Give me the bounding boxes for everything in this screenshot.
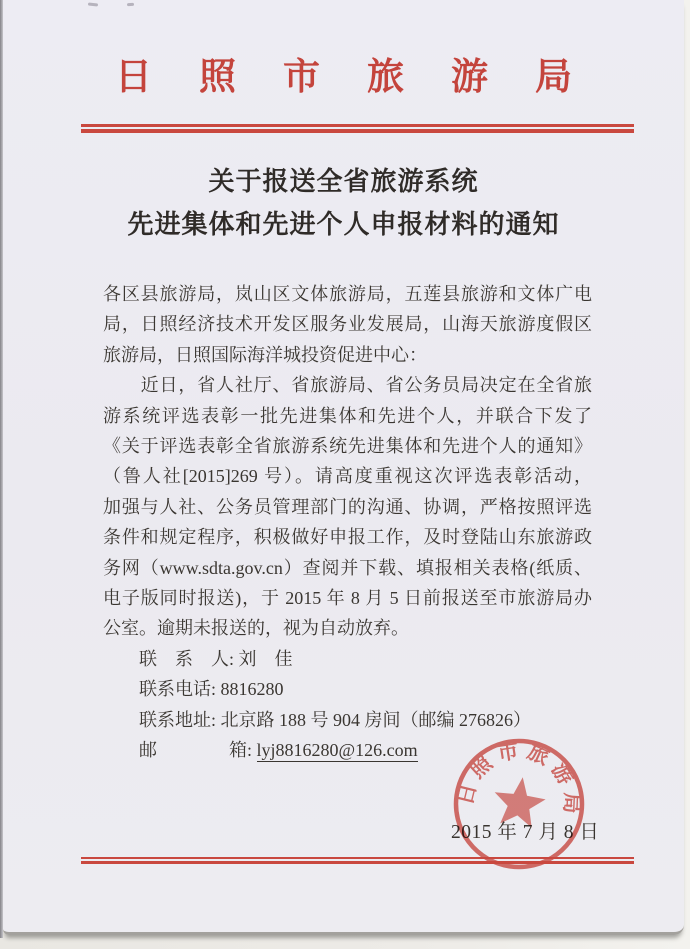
letterhead-rule [81,124,634,133]
document-body [103,279,592,766]
official-seal [449,734,589,874]
email-label: 邮 箱: [103,740,257,761]
body-line: 加强与人社、公务员管理部门的沟通、协调，严格按照评选 [103,496,592,517]
scan-left-edge [0,0,3,938]
body-line: 游系统评选表彰一批先进集体和先进个人，并联合下发了 [103,405,592,426]
document-title-line1: 关于报送全省旅游系统 [208,167,479,196]
document-title [3,160,684,246]
contact-address-line: 联系地址: 北京路 188 号 904 房间（邮编 276826） [103,709,531,730]
body-line: 务网（www.sdta.gov.cn）查阅并下载、填报相关表格(纸质、 [103,557,592,578]
contact-phone-line: 联系电话: 8816280 [103,679,284,700]
contact-person-line: 联 系 人: 刘 佳 [103,648,293,669]
body-line: 旅游局，日照国际海洋城投资促进中心： [103,344,427,365]
body-line: 局，日照经济技术开发区服务业发展局，山海天旅游度假区 [103,314,592,335]
footer-rule [81,857,634,864]
email-address: lyj8816280@126.com [256,740,418,761]
body-line: 电子版同时报送)，于 2015 年 8 月 5 日前报送至市旅游局办 [103,588,592,609]
star-icon [491,774,549,829]
letterhead-agency-name: 日照市旅游局 [115,57,619,98]
scan-artifact [127,3,134,6]
seal-arc-text: 日照市旅游局 [452,737,585,820]
body-line: 各区县旅游局，岚山区文体旅游局，五莲县旅游和文体广电 [103,284,592,304]
body-line: 《关于评选表彰全省旅游系统先进集体和先进个人的通知》 [103,436,592,457]
body-line: 公室。逾期未报送的，视为自动放弃。 [103,618,409,639]
body-line: 条件和规定程序，积极做好申报工作，及时登陆山东旅游政 [103,527,592,548]
issue-date: 2015 年 7 月 8 日 [451,822,600,843]
body-line: 近日，省人社厅、省旅游局、省公务员局决定在全省旅 [103,375,592,396]
document-title-line2: 先进集体和先进个人申报材料的通知 [127,210,560,239]
body-line: （鲁人社[2015]269 号）。请高度重视这次评选表彰活动， [103,466,592,487]
